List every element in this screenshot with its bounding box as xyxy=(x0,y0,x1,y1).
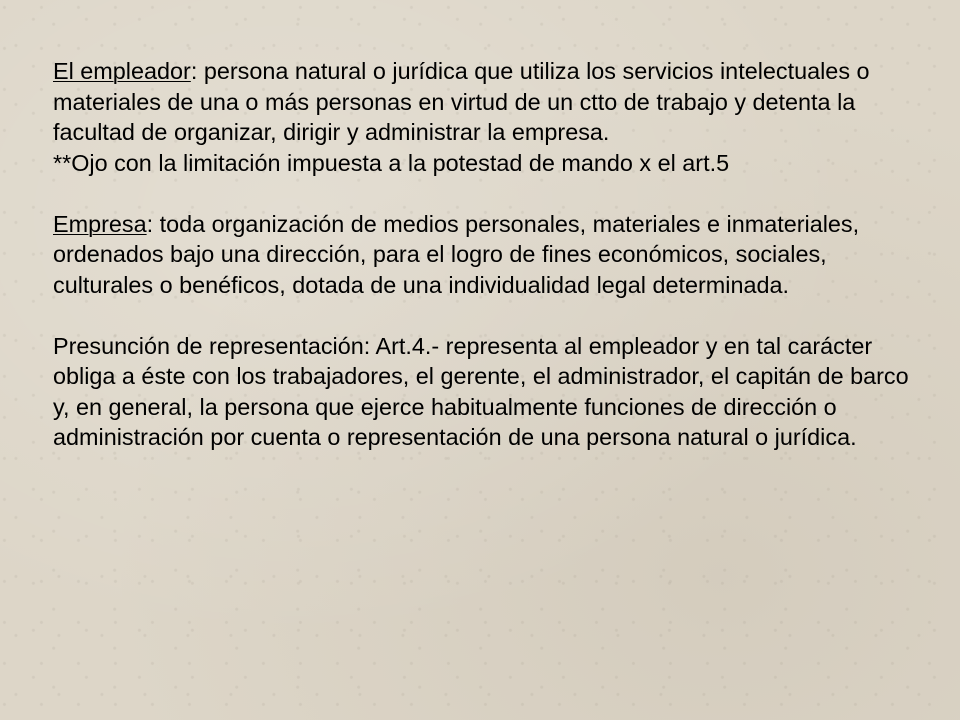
definition-empresa xyxy=(53,209,923,301)
definition-empleador-text: : persona natural o jurídica que utiliza los servicios intelectuales o materiales de una o más personas en virtud de un ctto de trabajo y detenta la facultad de organizar, dirigir y administrar la empresa. xyxy=(53,58,870,145)
paragraph-spacer xyxy=(53,300,923,331)
term-empresa: Empresa xyxy=(53,210,147,237)
paragraph-spacer xyxy=(53,178,923,209)
definition-empresa-text: : toda organización de medios personales, materiales e inmateriales, ordenados bajo una dirección, para el logro de fines económicos, sociales, culturales o benéficos, dotada de una individualidad legal determinada. xyxy=(53,210,860,298)
term-empleador: El empleador xyxy=(53,58,191,84)
definition-empleador xyxy=(53,56,923,148)
slide-body xyxy=(53,56,923,453)
presuncion-representacion: Presunción de representación: Art.4.- representa al empleador y en tal carácter obliga a éste con los trabajadores, el gerente, el administrador, el capitán de barco y, en general, la persona que ejerce habitualmente funciones de dirección o administración por cuenta o representación de una persona natural o jurídica. xyxy=(53,332,909,450)
note-limitacion: **Ojo con la limitación impuesta a la potestad de mando x el art.5 xyxy=(53,149,730,176)
